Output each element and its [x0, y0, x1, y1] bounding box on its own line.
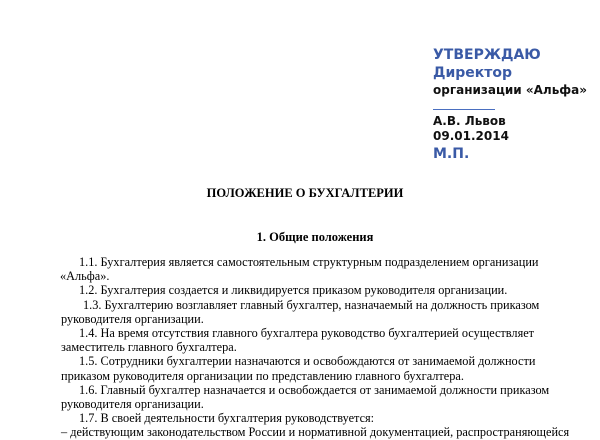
body-line: руководителя организации. — [61, 311, 204, 326]
body-line: 1.4. На время отсутствия главного бухгалтера руководство бухгалтерией осуществляет — [79, 326, 535, 341]
approval-block — [433, 46, 593, 163]
body-line: 1.5. Сотрудники бухгалтерии назначаются и освобождаются от занимаемой должности — [79, 354, 536, 369]
body-line: – действующим законодательством России и нормативной документацией, распространяющейся — [61, 425, 570, 440]
stamp-label: М.П. — [433, 146, 470, 162]
body-line: 1.2. Бухгалтерия создается и ликвидируется приказом руководителя организации. — [79, 283, 508, 298]
approver-name: А.В. Львов — [433, 114, 506, 128]
approval-date: 09.01.2014 — [433, 129, 509, 143]
section-heading: 1. Общие положения — [256, 230, 374, 244]
document-title: ПОЛОЖЕНИЕ О БУХГАЛТЕРИИ — [206, 186, 404, 200]
body-line: 1.6. Главный бухгалтер назначается и освобождается от занимаемой должности приказом — [79, 382, 550, 397]
body-line: заместитель главного бухгалтера. — [61, 340, 237, 355]
approver-position: Директор — [433, 65, 513, 81]
document-body — [61, 255, 600, 440]
body-line: руководителя организации. — [61, 397, 204, 412]
body-line: приказом руководителя организации по представлению главного бухгалтера. — [61, 368, 464, 383]
body-line: 1.7. В своей деятельности бухгалтерия руководствуется: — [79, 411, 375, 426]
body-line: 1.3. Бухгалтерию возглавляет главный бухгалтер, назначаемый на должность приказом — [83, 297, 540, 312]
signature-line — [433, 109, 495, 110]
organization-name: организации «Альфа» — [433, 83, 588, 97]
body-line: «Альфа». — [60, 269, 110, 284]
approve-heading: УТВЕРЖДАЮ — [433, 47, 541, 63]
body-line: 1.1. Бухгалтерия является самостоятельным структурным подразделением организации — [79, 255, 539, 269]
